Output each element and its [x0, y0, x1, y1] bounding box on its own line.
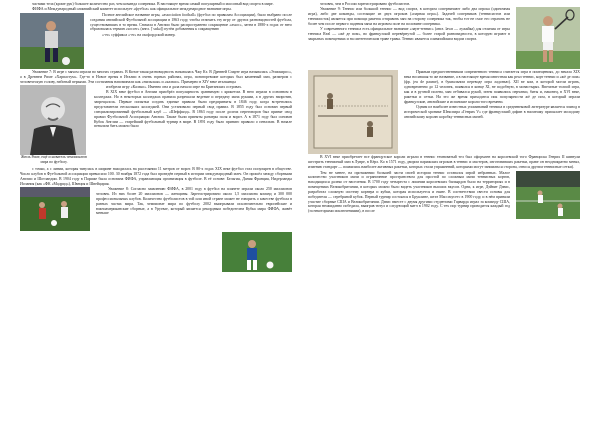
paragraph: Уважение 8: Согласно заявлению ФИФА, в 2001 году в футбол на планете играли около 250 миллионов человек. Из них более 20 миллионов — женщины. Зарегистрировано около 1,5 миллиона команд и 300 000 профессиональных клубов. Количество футболистов в той или иной стране может не говорить о качестве футбола в разных частях мира. Так, чемпионат мира по футболу 2002 выигрывали исключительно европейские и южноамериканские сборные, а в Уругвае, который является рекордным победителем Кубка мира ФИФА, живёт меньше	[96, 187, 292, 216]
paragraph: человек, чем в России зарегистрировано футболистов.	[320, 2, 411, 6]
tennis-painting-photo	[308, 70, 398, 154]
football-player-photo	[20, 13, 84, 69]
paragraph: Тем не менее, на протяжении большей части своей истории теннис оставался игрой избранных. Малое количество участников мячи и ограничение пространством для простой по сложным мячи теннисных кортов, находящихся далеко от населения. В 1700 году четыреста с лишним королевских бильярдов было на территориях и в помещениях Великобритании, в которых можно было видеть участников высших вкусов. Одни, к игре, Дэйвит Дэвис, разработал сложную систему корнера и кубки, которая используется и ныне. В соответствии свести основы для победителя — серебряной кубок. Первый турнир состоялся в Бруклине, штат Массачусетс в 1900 году, и в нём приняли участие сборные США и Великобритании. Дэвис вместе с двумя другими студентами Гарварда играл за команду США, которая неожиданно победила, выиграв титул и следующий матч в 1902 году. С тех пор турнир проводится каждый год (за некоторыми исключениями), в после	[308, 170, 510, 214]
paragraph: ФИФА и Международный олимпийский комитет использует «футбол» как официальное международное название игры.	[32, 7, 232, 12]
left-column	[20, 2, 292, 422]
paragraph: «-er» суффикса «-er» на оксфордский манер.	[102, 32, 176, 37]
portrait-caption: Жюль Риме, ещё основатель чемпионатов мира по футболу.	[21, 155, 87, 164]
right-column	[308, 2, 580, 422]
football-action-photo	[222, 232, 292, 272]
paragraph: изобрели игру «Кальчо». Именно она и дала начало игре на Британских островах.	[106, 85, 242, 89]
portrait-figure	[20, 85, 88, 166]
paragraph: с точки, а с линии, которая тянулась в ширине находилась на расстоянии 11 метров от ворот. В 80-х годах XIX веке футбол стал популярен в обществе. Число клубов в Футбольной ассоциации превысило 100. 30 ноября 1872 года был проведён первый в истории международный матч. Он прошёл между сборными Англии и Шотландии. В 1904 году в Париже была основана ФИФА, управляющая организация в футболе. В её основе: Бельгия, Дания Франция, Нидерланды Испания (как «ФК «Мадрид»), Швеция и Швейцария.	[20, 167, 292, 186]
tennis-match-photo	[516, 171, 580, 219]
football-match-photo	[20, 187, 90, 231]
paragraph: У современного тенниса есть официальное название «лаун-теннис» (англ. lawn — лужайка) для отличия от игры тенниса Real — «жё де пом», во французской перевёрнутой — более старой разновидности, в которую играют в закрытых помещениях и на синтетическом траве травы. Теннис является олимпийским видом спорта.	[308, 27, 510, 42]
paragraph: Уважение 7: В игре с мячом играли во многих странах. В Китае такая разновидность называлась Чжу Кэ. В Древней Спарте игра называлась «Эпискирос», а в Древнем Риме «Харпастум». Где-то в Новое время в Италии в очень горных районах, игра, понаторевшие которых был каменный мяч, размером с человеческую голову, набитый перьями. Эти состязания напоминали как «нильская» и «кальчо». Примерно в XIV веке итальянцы	[20, 69, 292, 84]
paragraph: В XVI веке приобретает все французское короли играли в теннис темноватый тел был оформлен на королевской того Франциска Генрих II кивнули шестрить теннисный мяч в Лувре, в Кёрл. Ко в 1571 году, двором парижских игроков в теннис и мастеров, изготовивших ракетки, праве он неоднократно менял, изменив стандарт — появились наиболее активных ракетки, которых стали упражнений, которыми могут заниматься сторона, относя другим теннисные сетки).	[308, 155, 580, 170]
paragraph: В XIX веке футбол в Англии приобрёл популярность сравнимую с крикетом. В него играли в основном в колледжах. Но в некоторых колледжах правила разрешали ведение и передачу мяча руками, а в других напротив, запрещалось. Первые попытки создать единые правила были предприняты в 1846 году, когда встретились представители нескольких колледжей. Они установили первый свод правил. В 1855 году был основан первый специализированный футбольный клуб — «Шеффилд». В 1863 году после долгих переговоров был принят свод правил Футбольной Ассоциации Англии. Также были приняты размеры поля и ворот. А в 1871 году был основан Кубок Англии — старейший футбольный турнир в мире. В 1891 году было принято правило о пенальти. В начале пенальти бить можно было	[94, 90, 292, 129]
paragraph: Полное английское название игры, «association football» (футбол по правилам Ассоциации), было выбрано после создания английской Футбольной ассоциации в 1863 году, чтобы отличать эту игру от других разновидностей футбола, существовавших в то время. Сначала в Англии было распространено сокращение «assoc», затем в 1880-х годах от него образовалась термин «soccer» (англ. [ˈsɒkə]) путём добавления к сокращению	[90, 12, 292, 32]
paragraph: частями тела (кроме рук) большее количество раз, чем команда соперника. В настоящее время самый популярный и массовый вид спорта в мире.	[32, 2, 274, 6]
paragraph: Уважение 9: Теннис или большой теннис — вид спорта, в котором соперничают либо два игрока (одиночная игра), либо две команды, состоящие из двух игроков («парная игра»). Задачей соперников (теннисистов или теннисисток) является при помощи ракеток отправить мяч на сторону соперника так, чтобы тот не смог его отразить не более чем после первого падения мяча на игровом поле на половине соперника.	[308, 7, 510, 26]
paragraph: Прямым предшественником современного тенниса считается игра в помещениях, до начала XIX века носившая то же название, а в настоящее время известная как реал теннис, корт теннис и «жё де пом» (фр. jeu de paume), в буквальном переводе игра ладонью). XII ве ком, в которой могли играть, одновременно до 12 человек, появился в конце XI, не подобную, в монастырях. Впечатые толпой игра, как и в ручной полена, мяч отбивался рукой, затем появились перчатки, биты и, наконец, в XVI веке, ракетки и сетки. На это же время приходится пик популярности жё де пом, в который играли французские, английские и испанские короли того времени.	[404, 70, 580, 104]
jules-rimet-portrait	[20, 85, 86, 155]
tennis-player-photo	[516, 7, 580, 69]
paragraph: Одним из наиболее известных упоминаний тенниса в средневековой литературе является эпизод в исторической хронике Шекспира «Генрих V» где французский дофин в насмешку присылает молодому английскому королю коробку теннисных мячей.	[404, 104, 580, 119]
